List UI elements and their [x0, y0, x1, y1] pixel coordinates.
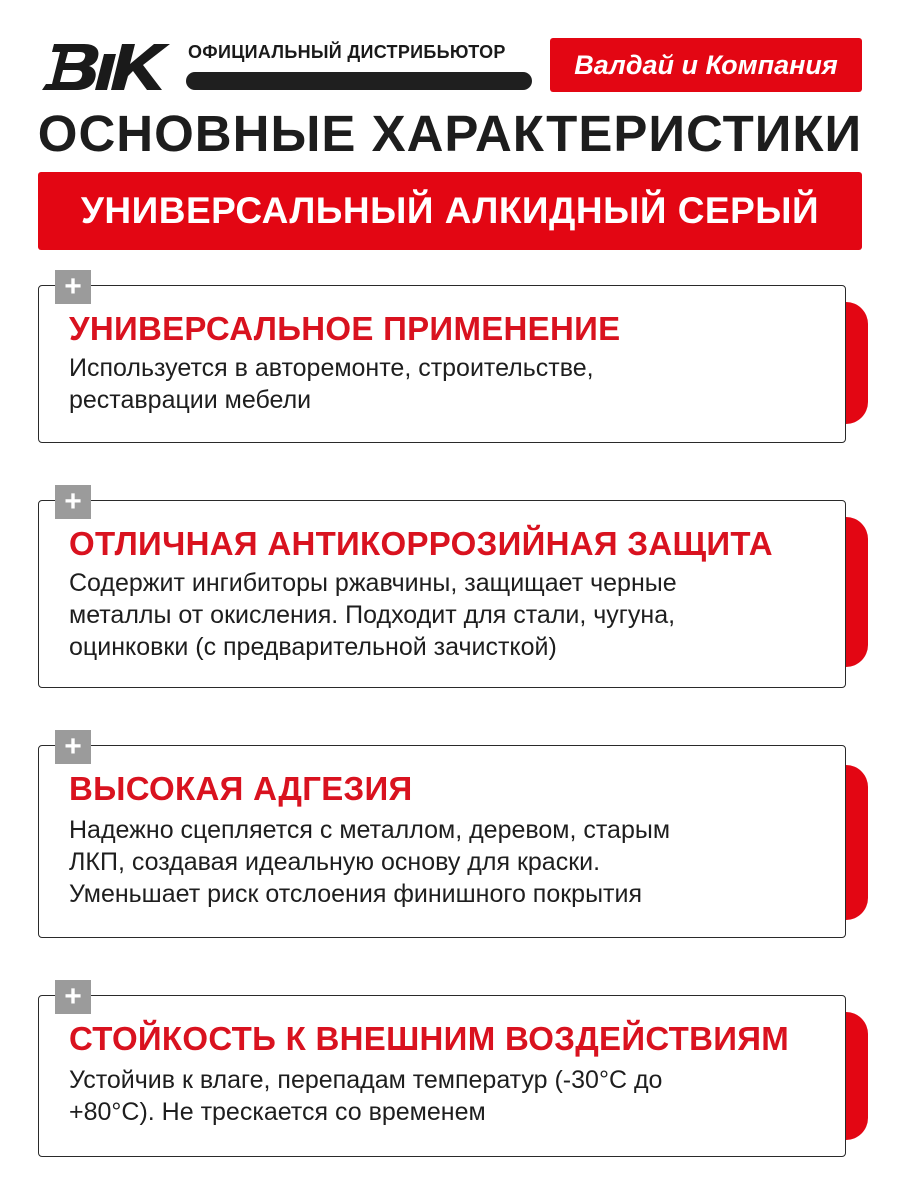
feature-card: [38, 980, 868, 1160]
page-title: ОСНОВНЫЕ ХАРАКТЕРИСТИКИ: [37, 105, 863, 162]
feature-title: УНИВЕРСАЛЬНОЕ ПРИМЕНЕНИЕ: [69, 310, 621, 347]
distributor-label: ОФИЦИАЛЬНЫЙ ДИСТРИБЬЮТОР: [188, 42, 506, 62]
feature-card: [38, 270, 868, 445]
feature-description: Содержит ингибиторы ржавчины, защищает черные металлы от окисления. Подходит для стали, чугуна, оцинковки (с предварительной зачисткой): [69, 569, 677, 661]
plus-icon: +: [55, 730, 91, 764]
feature-title: ВЫСОКАЯ АДГЕЗИЯ: [69, 770, 413, 807]
partner-name-badge: Валдай и Компания: [550, 38, 862, 92]
feature-card-body: [38, 285, 846, 443]
feature-card-body: [38, 500, 846, 688]
feature-card-body: [38, 745, 846, 938]
feature-card: [38, 485, 868, 690]
feature-title: СТОЙКОСТЬ К ВНЕШНИМ ВОЗДЕЙСТВИЯМ: [69, 1020, 790, 1057]
product-subtitle-banner: УНИВЕРСАЛЬНЫЙ АЛКИДНЫЙ СЕРЫЙ: [38, 172, 862, 250]
header: [0, 0, 900, 100]
feature-card: [38, 730, 868, 940]
feature-card-body: [38, 995, 846, 1157]
feature-description: Устойчив к влаге, перепадам температур (-30°C до +80°C). Не трескается со временем: [69, 1066, 663, 1126]
distributor-underline-bar: [186, 72, 532, 90]
feature-description: Используется в авторемонте, строительстве, реставрации мебели: [69, 354, 594, 414]
feature-description: Надежно сцепляется с металлом, деревом, старым ЛКП, создавая идеальную основу для краски. Уменьшает риск отслоения финишного покрытия: [69, 816, 671, 908]
plus-icon: +: [55, 485, 91, 519]
plus-icon: +: [55, 270, 91, 304]
plus-icon: +: [55, 980, 91, 1014]
feature-title: ОТЛИЧНАЯ АНТИКОРРОЗИЙНАЯ ЗАЩИТА: [69, 525, 773, 562]
brand-logo: [40, 40, 172, 92]
